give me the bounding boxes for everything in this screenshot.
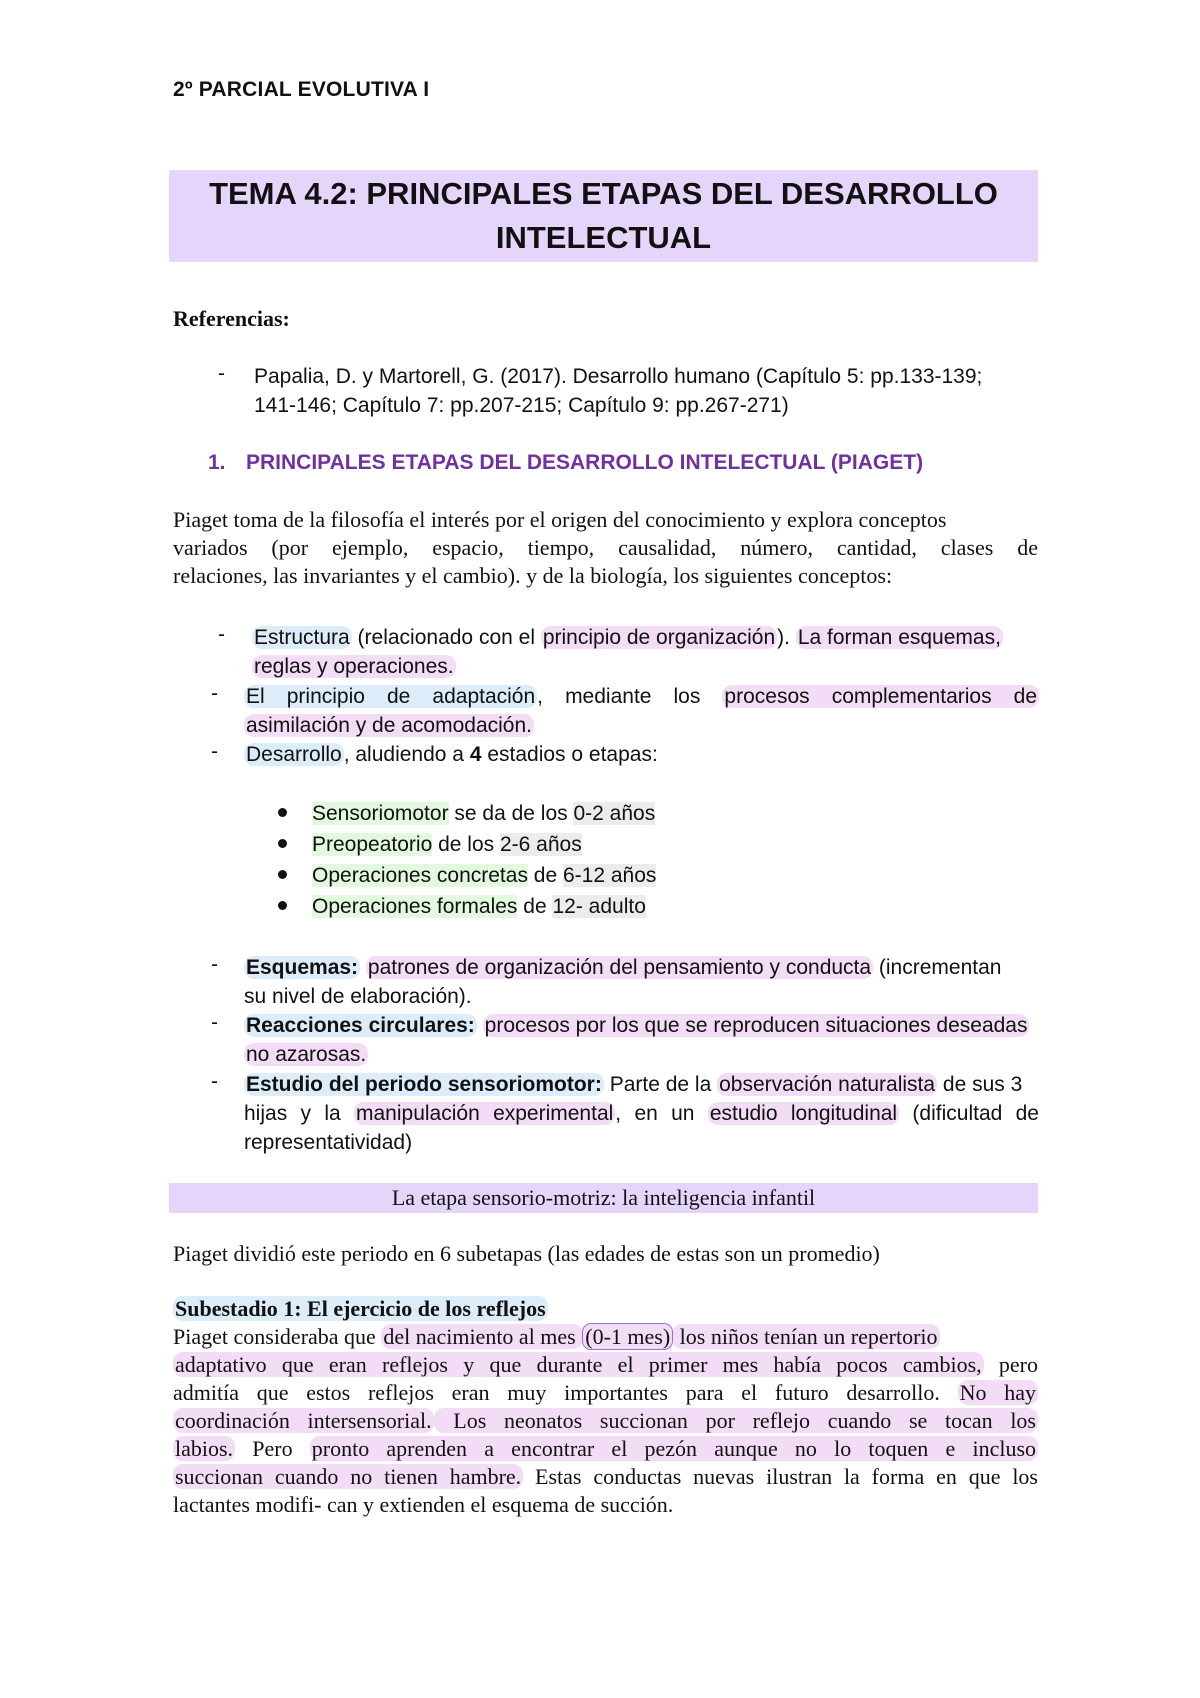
highlight-phrase: reglas y operaciones.: [254, 655, 454, 678]
reference-line2: 141-146; Capítulo 7: pp.207-215; Capítulo 9: pp.267-271): [254, 394, 789, 417]
plain-text: de: [527, 864, 563, 887]
concept-line: [244, 682, 1039, 711]
plain-text: Pero: [235, 1436, 310, 1461]
plain-text: de: [517, 895, 553, 918]
bullet-icon: [278, 870, 287, 879]
substage-line: [173, 1407, 1038, 1435]
stage-item: [278, 892, 646, 921]
plain-text: (dificultad de: [899, 1102, 1039, 1125]
intro-line: variados (por ejemplo, espacio, tiempo, causalidad, número, cantidad, clases de: [173, 535, 1038, 560]
list-dash: -: [218, 623, 225, 646]
plain-text: , aludiendo a: [343, 743, 470, 766]
intro-paragraph: [173, 506, 1038, 590]
list-dash: -: [211, 682, 218, 705]
definition-reacciones: [244, 1011, 1039, 1069]
highlight-term: Estudio del periodo sensoriomotor:: [246, 1073, 602, 1096]
highlight-phrase: pronto aprenden a encontrar el pezón aunque no lo toquen e incluso: [311, 1436, 1037, 1461]
highlight-phrase: La forman esquemas,: [797, 626, 1001, 649]
concept-estructura: [252, 623, 1038, 681]
highlight-phrase: labios.: [175, 1436, 234, 1461]
definition-line: [244, 1070, 1039, 1099]
page-header: 2º PARCIAL EVOLUTIVA I: [173, 78, 430, 101]
concept-line: [244, 711, 1039, 740]
highlight-term: Estructura: [254, 626, 350, 649]
stage-name: Operaciones concretas: [312, 864, 528, 887]
list-dash: -: [211, 953, 218, 976]
reference-item: [254, 362, 1044, 420]
definition-line: [244, 1011, 1039, 1040]
substage-line: [173, 1379, 1038, 1407]
plain-text: ).: [777, 626, 796, 649]
plain-text: (incrementan: [873, 956, 1002, 979]
concept-adaptacion: [244, 682, 1039, 740]
plain-text: Piaget consideraba que: [173, 1324, 382, 1349]
section-title-text: PRINCIPALES ETAPAS DEL DESARROLLO INTELECTUAL (PIAGET): [246, 451, 924, 474]
list-dash: -: [211, 1011, 218, 1034]
concept-line: [252, 623, 1038, 652]
bullet-icon: [278, 808, 287, 817]
stage-age: 2-6 años: [499, 833, 582, 856]
definition-line: [244, 953, 1039, 982]
substage-line: lactantes modifi- can y extienden el esquema de succión.: [173, 1492, 674, 1517]
plain-text: Parte de la: [603, 1073, 718, 1096]
plain-text: pero: [983, 1352, 1038, 1377]
highlight-phrase: los niños tenían un repertorio: [674, 1324, 938, 1349]
topic-title-line2: INTELECTUAL: [495, 220, 712, 255]
subetapas-paragraph: Piaget dividió este periodo en 6 subetapas (las edades de estas son un promedio): [173, 1241, 880, 1266]
plain-text: , mediante los: [537, 685, 723, 708]
stage-name: Sensoriomotor: [312, 802, 449, 825]
highlight-phrase: procesos complementarios de: [724, 685, 1038, 708]
substage-line: [173, 1351, 1038, 1379]
intro-line: relaciones, las invariantes y el cambio). y de la biología, los siguientes conceptos:: [173, 563, 893, 588]
substage-title: [173, 1296, 548, 1322]
highlight-phrase: Los neonatos succionan por reflejo cuando se tocan los: [435, 1408, 1036, 1433]
reference-line1: Papalia, D. y Martorell, G. (2017). Desarrollo humano (Capítulo 5: pp.133-139;: [254, 365, 983, 388]
plain-text: estadios o etapas:: [481, 743, 658, 766]
subsection-band: La etapa sensorio-motriz: la inteligencia infantil: [169, 1183, 1038, 1213]
highlight-phrase: succionan cuando no tienen hambre.: [175, 1464, 522, 1489]
stage-age: 0-2 años: [573, 802, 656, 825]
stage-item: [278, 861, 656, 890]
definition-line: representatividad): [244, 1131, 413, 1154]
references-heading: Referencias:: [173, 306, 290, 331]
plain-text: (relacionado con el: [351, 626, 541, 649]
stage-name: Preopeatorio: [312, 833, 433, 856]
stage-item: [278, 830, 582, 859]
highlight-phrase: estudio longitudinal: [709, 1102, 898, 1125]
highlight-phrase: No hay: [959, 1380, 1036, 1405]
highlight-phrase: patrones de organización del pensamiento y conducta: [367, 956, 872, 979]
stage-name: Operaciones formales: [312, 895, 518, 918]
plain-text: de los: [432, 833, 500, 856]
substage-paragraph: [173, 1323, 1038, 1519]
list-dash: -: [211, 1070, 218, 1093]
section-number: 1.: [208, 451, 226, 474]
plain-text: , en un: [615, 1102, 708, 1125]
highlight-phrase: asimilación y de acomodación.: [246, 714, 532, 737]
highlight-phrase: no azarosas.: [246, 1043, 367, 1066]
topic-title-box: [169, 170, 1038, 262]
highlight-term: Desarrollo: [246, 743, 342, 766]
plain-text: hijas y la: [244, 1102, 354, 1125]
highlight-phrase: observación naturalista: [719, 1073, 936, 1096]
highlight-age: (0-1 mes): [585, 1324, 671, 1349]
definition-estudio: [244, 1070, 1039, 1157]
plain-text: de sus 3: [937, 1073, 1023, 1096]
reference-dash: -: [218, 362, 225, 385]
stage-count: 4: [469, 743, 482, 766]
plain-text: se da de los: [448, 802, 574, 825]
highlight-term: Esquemas:: [246, 956, 359, 979]
substage-line: [173, 1435, 1038, 1463]
definition-esquemas: [244, 953, 1039, 1011]
highlight-phrase: principio de organización: [542, 626, 776, 649]
substage-line: [173, 1323, 1038, 1351]
concept-line: [252, 652, 1038, 681]
highlight-phrase: adaptativo que eran reflejos y que durante el primer mes había pocos cambios,: [175, 1352, 982, 1377]
section-heading: [208, 451, 923, 475]
stage-age: 12- adulto: [552, 895, 646, 918]
concept-desarrollo: [244, 740, 1039, 769]
plain-text: admitía que estos reflejos eran muy importantes para el futuro desarrollo.: [173, 1380, 958, 1405]
topic-title-line1: TEMA 4.2: PRINCIPALES ETAPAS DEL DESARROLLO: [209, 176, 998, 211]
list-dash: -: [211, 740, 218, 763]
highlight-phrase: manipulación experimental: [356, 1102, 614, 1125]
definition-line: [244, 1099, 1039, 1128]
stage-age: 6-12 años: [562, 864, 657, 887]
plain-text: Estas conductas nuevas ilustran la forma en que los: [523, 1464, 1038, 1489]
bullet-icon: [278, 901, 287, 910]
highlight-phrase: coordinación intersensorial.: [175, 1408, 432, 1433]
definition-line: su nivel de elaboración).: [244, 985, 472, 1008]
substage-line: [173, 1463, 1038, 1491]
definition-line: [244, 1040, 1039, 1069]
highlight-term: El principio de adaptación: [246, 685, 536, 708]
intro-line: Piaget toma de la filosofía el interés por el origen del conocimiento y explora conceptos: [173, 507, 947, 532]
highlight-phrase: del nacimiento al mes: [383, 1324, 582, 1349]
highlight-term: Subestadio 1: El ejercicio de los reflejos: [175, 1296, 546, 1321]
highlight-phrase: procesos por los que se reproducen situaciones deseadas: [484, 1014, 1028, 1037]
stage-item: [278, 799, 655, 828]
bullet-icon: [278, 839, 287, 848]
highlight-term: Reacciones circulares:: [246, 1014, 475, 1037]
